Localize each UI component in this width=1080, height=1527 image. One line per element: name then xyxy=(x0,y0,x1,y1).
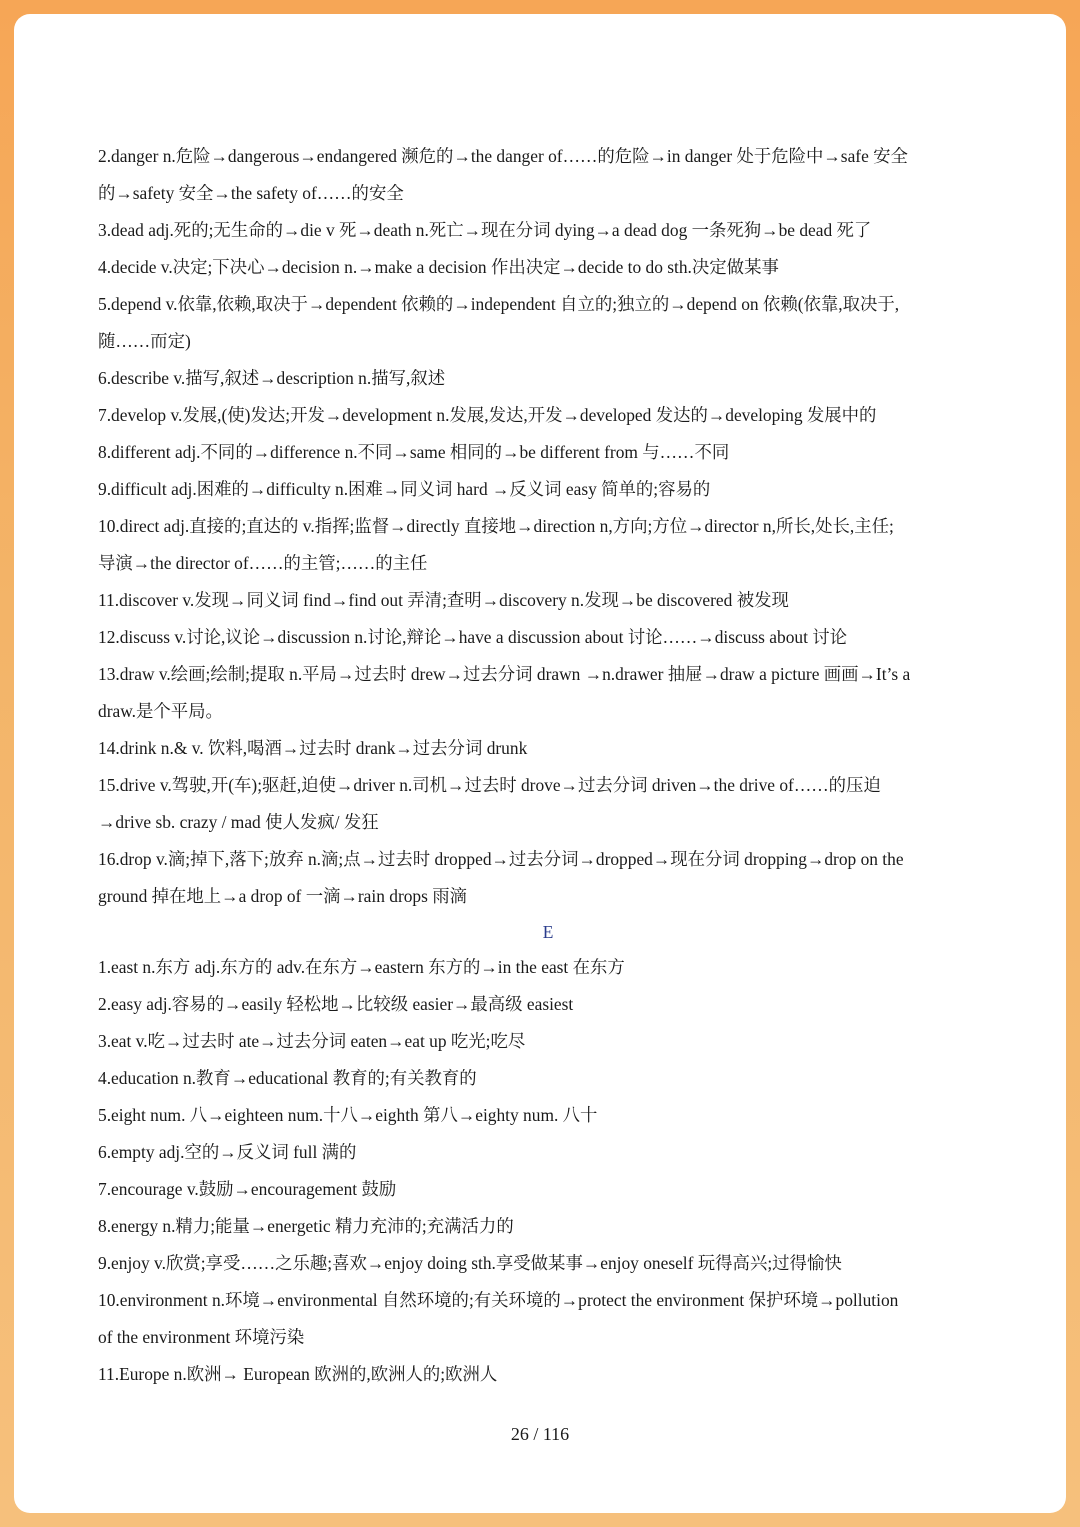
vocab-line: ground 掉在地上→a drop of 一滴→rain drops 雨滴 xyxy=(98,886,468,906)
vocab-line: 16.drop v.滴;掉下,落下;放弃 n.滴;点→过去时 dropped→过去分词→dropped→现在分词 dropping→drop on the xyxy=(98,849,904,869)
vocab-line: 11.Europe n.欧洲→ European 欧洲的,欧洲人的;欧洲人 xyxy=(98,1364,498,1384)
vocab-line: 4.education n.教育→educational 教育的;有关教育的 xyxy=(98,1068,477,1088)
vocab-line: 5.eight num. 八→eighteen num.十八→eighth 第八→eighty num. 八十 xyxy=(98,1105,598,1125)
vocab-line: 12.discuss v.讨论,议论→discussion n.讨论,辩论→have a discussion about 讨论……→discuss about 讨论 xyxy=(98,627,848,647)
vocab-line: 的→safety 安全→the safety of……的安全 xyxy=(98,183,404,203)
vocab-line: 11.discover v.发现→同义词 find→find out 弄清;查明→discovery n.发现→be discovered 被发现 xyxy=(98,590,789,610)
vocab-line: 1.east n.东方 adj.东方的 adv.在东方→eastern 东方的→in the east 在东方 xyxy=(98,957,625,977)
vocab-line: 导演→the director of……的主管;……的主任 xyxy=(98,553,428,573)
vocab-line: 15.drive v.驾驶,开(车);驱赶,迫使→driver n.司机→过去时 drove→过去分词 driven→the drive of……的压迫 xyxy=(98,775,881,795)
vocab-line: 9.difficult adj.困难的→difficulty n.困难→同义词 hard →反义词 easy 简单的;容易的 xyxy=(98,479,711,499)
vocab-line: 8.energy n.精力;能量→energetic 精力充沛的;充满活力的 xyxy=(98,1216,514,1236)
vocab-line: 3.eat v.吃→过去时 ate→过去分词 eaten→eat up 吃光;吃尽 xyxy=(98,1031,526,1051)
vocab-line: 8.different adj.不同的→difference n.不同→same 相同的→be different from 与……不同 xyxy=(98,442,730,462)
vocab-line: →drive sb. crazy / mad 使人发疯/ 发狂 xyxy=(98,812,379,832)
vocab-line: 7.develop v.发展,(使)发达;开发→development n.发展,发达,开发→developed 发达的→developing 发展中的 xyxy=(98,405,877,425)
section-e-entries xyxy=(98,949,998,1393)
document-page xyxy=(14,14,1066,1513)
page-number: 26 / 116 xyxy=(510,1424,570,1444)
vocab-line: 10.environment n.环境→environmental 自然环境的;有关环境的→protect the environment 保护环境→pollution xyxy=(98,1290,899,1310)
vocabulary-list xyxy=(98,138,998,1393)
vocab-line: 14.drink n.& v. 饮料,喝酒→过去时 drank→过去分词 drunk xyxy=(98,738,528,758)
vocab-line: 7.encourage v.鼓励→encouragement 鼓励 xyxy=(98,1179,397,1199)
vocab-line: 随……而定) xyxy=(98,331,191,351)
section-d-entries xyxy=(98,138,998,915)
vocab-line: 2.danger n.危险→dangerous→endangered 濒危的→the danger of……的危险→in danger 处于危险中→safe 安全 xyxy=(98,146,908,166)
vocab-line: 6.empty adj.空的→反义词 full 满的 xyxy=(98,1142,357,1162)
section-heading-e: E xyxy=(542,922,554,942)
vocab-line: of the environment 环境污染 xyxy=(98,1327,305,1347)
vocab-line: 5.depend v.依靠,依赖,取决于→dependent 依赖的→independent 自立的;独立的→depend on 依赖(依靠,取决于, xyxy=(98,294,900,314)
vocab-line: draw.是个平局。 xyxy=(98,701,223,721)
vocab-line: 9.enjoy v.欣赏;享受……之乐趣;喜欢→enjoy doing sth.享受做某事→enjoy oneself 玩得高兴;过得愉快 xyxy=(98,1253,842,1273)
vocab-line: 4.decide v.决定;下决心→decision n.→make a decision 作出决定→decide to do sth.决定做某事 xyxy=(98,257,779,277)
vocab-line: 2.easy adj.容易的→easily 轻松地→比较级 easier→最高级 easiest xyxy=(98,994,574,1014)
vocab-line: 6.describe v.描写,叙述→description n.描写,叙述 xyxy=(98,368,446,388)
vocab-line: 10.direct adj.直接的;直达的 v.指挥;监督→directly 直接地→direction n,方向;方位→director n,所长,处长,主任; xyxy=(98,516,894,536)
vocab-line: 13.draw v.绘画;绘制;提取 n.平局→过去时 drew→过去分词 drawn →n.drawer 抽屉→draw a picture 画画→It’s a xyxy=(98,664,911,684)
vocab-line: 3.dead adj.死的;无生命的→die v 死→death n.死亡→现在分词 dying→a dead dog 一条死狗→be dead 死了 xyxy=(98,220,872,240)
